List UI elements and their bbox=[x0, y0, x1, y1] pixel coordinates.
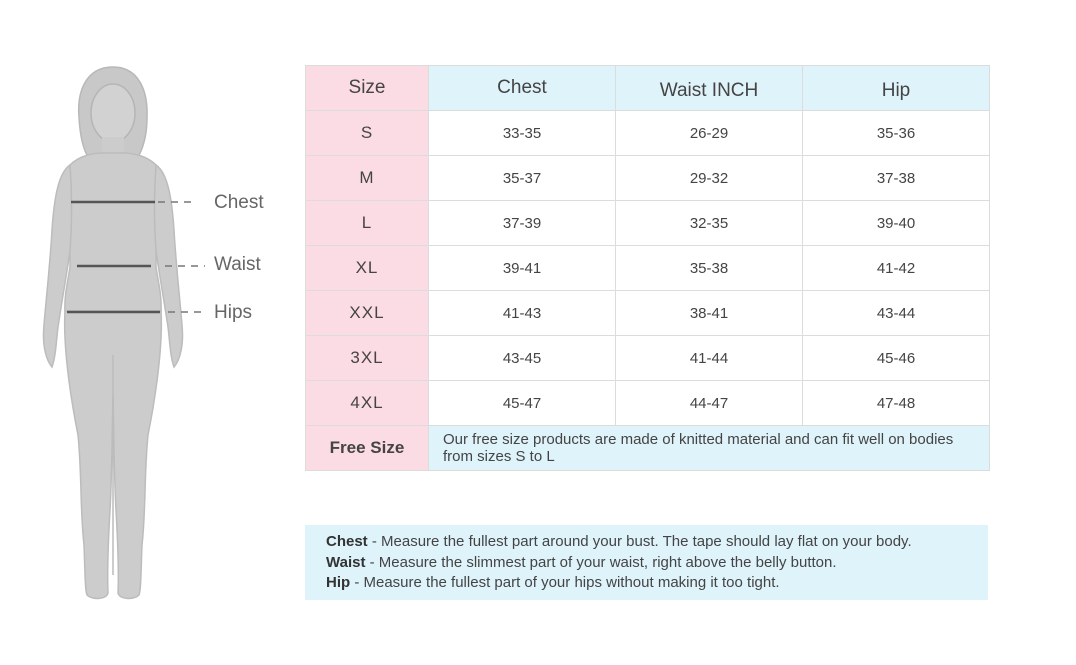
table-row bbox=[306, 156, 990, 201]
table-row bbox=[306, 201, 990, 246]
table-header-row bbox=[306, 66, 990, 111]
chest-label: Chest bbox=[214, 192, 264, 213]
note-text: - Measure the fullest part around your bust. The tape should lay flat on your body. bbox=[367, 533, 912, 550]
table-row bbox=[306, 381, 990, 426]
header-hip: Hip bbox=[803, 66, 990, 111]
female-silhouette-icon bbox=[30, 55, 280, 615]
hip-cell: 35-36 bbox=[803, 111, 990, 156]
note-hip bbox=[326, 573, 967, 594]
hip-cell: 47-48 bbox=[803, 381, 990, 426]
table-row bbox=[306, 246, 990, 291]
size-cell: M bbox=[306, 156, 429, 201]
size-cell: XL bbox=[306, 246, 429, 291]
hip-cell: 43-44 bbox=[803, 291, 990, 336]
chest-cell: 39-41 bbox=[429, 246, 616, 291]
body-figure bbox=[30, 55, 280, 615]
note-term: Hip bbox=[326, 574, 351, 591]
waist-cell: 26-29 bbox=[616, 111, 803, 156]
note-chest bbox=[326, 532, 967, 553]
free-size-row bbox=[306, 426, 990, 471]
waist-cell: 29-32 bbox=[616, 156, 803, 201]
hip-cell: 41-42 bbox=[803, 246, 990, 291]
header-chest: Chest bbox=[429, 66, 616, 111]
size-chart-table bbox=[305, 65, 990, 471]
table-row bbox=[306, 336, 990, 381]
free-size-label: Free Size bbox=[306, 426, 429, 471]
size-cell: 4XL bbox=[306, 381, 429, 426]
note-term: Chest bbox=[326, 533, 368, 550]
chest-cell: 37-39 bbox=[429, 201, 616, 246]
note-text: - Measure the slimmest part of your waist, right above the belly button. bbox=[365, 553, 837, 571]
note-term: Waist bbox=[326, 553, 366, 571]
waist-cell: 32-35 bbox=[616, 201, 803, 246]
chest-cell: 43-45 bbox=[429, 336, 616, 381]
size-cell: XXL bbox=[306, 291, 429, 336]
chest-cell: 45-47 bbox=[429, 381, 616, 426]
hip-cell: 37-38 bbox=[803, 156, 990, 201]
hip-cell: 45-46 bbox=[803, 336, 990, 381]
note-text: - Measure the fullest part of your hips without making it too tight. bbox=[350, 574, 780, 591]
chest-cell: 41-43 bbox=[429, 291, 616, 336]
table-row bbox=[306, 291, 990, 336]
chest-cell: 33-35 bbox=[429, 111, 616, 156]
hips-label: Hips bbox=[214, 302, 253, 323]
size-cell: S bbox=[306, 111, 429, 156]
waist-label: Waist bbox=[214, 254, 261, 275]
waist-cell: 35-38 bbox=[616, 246, 803, 291]
measurement-notes bbox=[305, 525, 988, 600]
chest-cell: 35-37 bbox=[429, 156, 616, 201]
hip-cell: 39-40 bbox=[803, 201, 990, 246]
waist-cell: 41-44 bbox=[616, 336, 803, 381]
waist-cell: 38-41 bbox=[616, 291, 803, 336]
header-waist: Waist INCH bbox=[616, 66, 803, 111]
header-size: Size bbox=[306, 66, 429, 111]
table-row bbox=[306, 111, 990, 156]
size-cell: L bbox=[306, 201, 429, 246]
free-size-note: Our free size products are made of knitted material and can fit well on bodies from sizes S to L bbox=[429, 426, 990, 471]
waist-cell: 44-47 bbox=[616, 381, 803, 426]
note-waist bbox=[326, 553, 967, 574]
size-cell: 3XL bbox=[306, 336, 429, 381]
